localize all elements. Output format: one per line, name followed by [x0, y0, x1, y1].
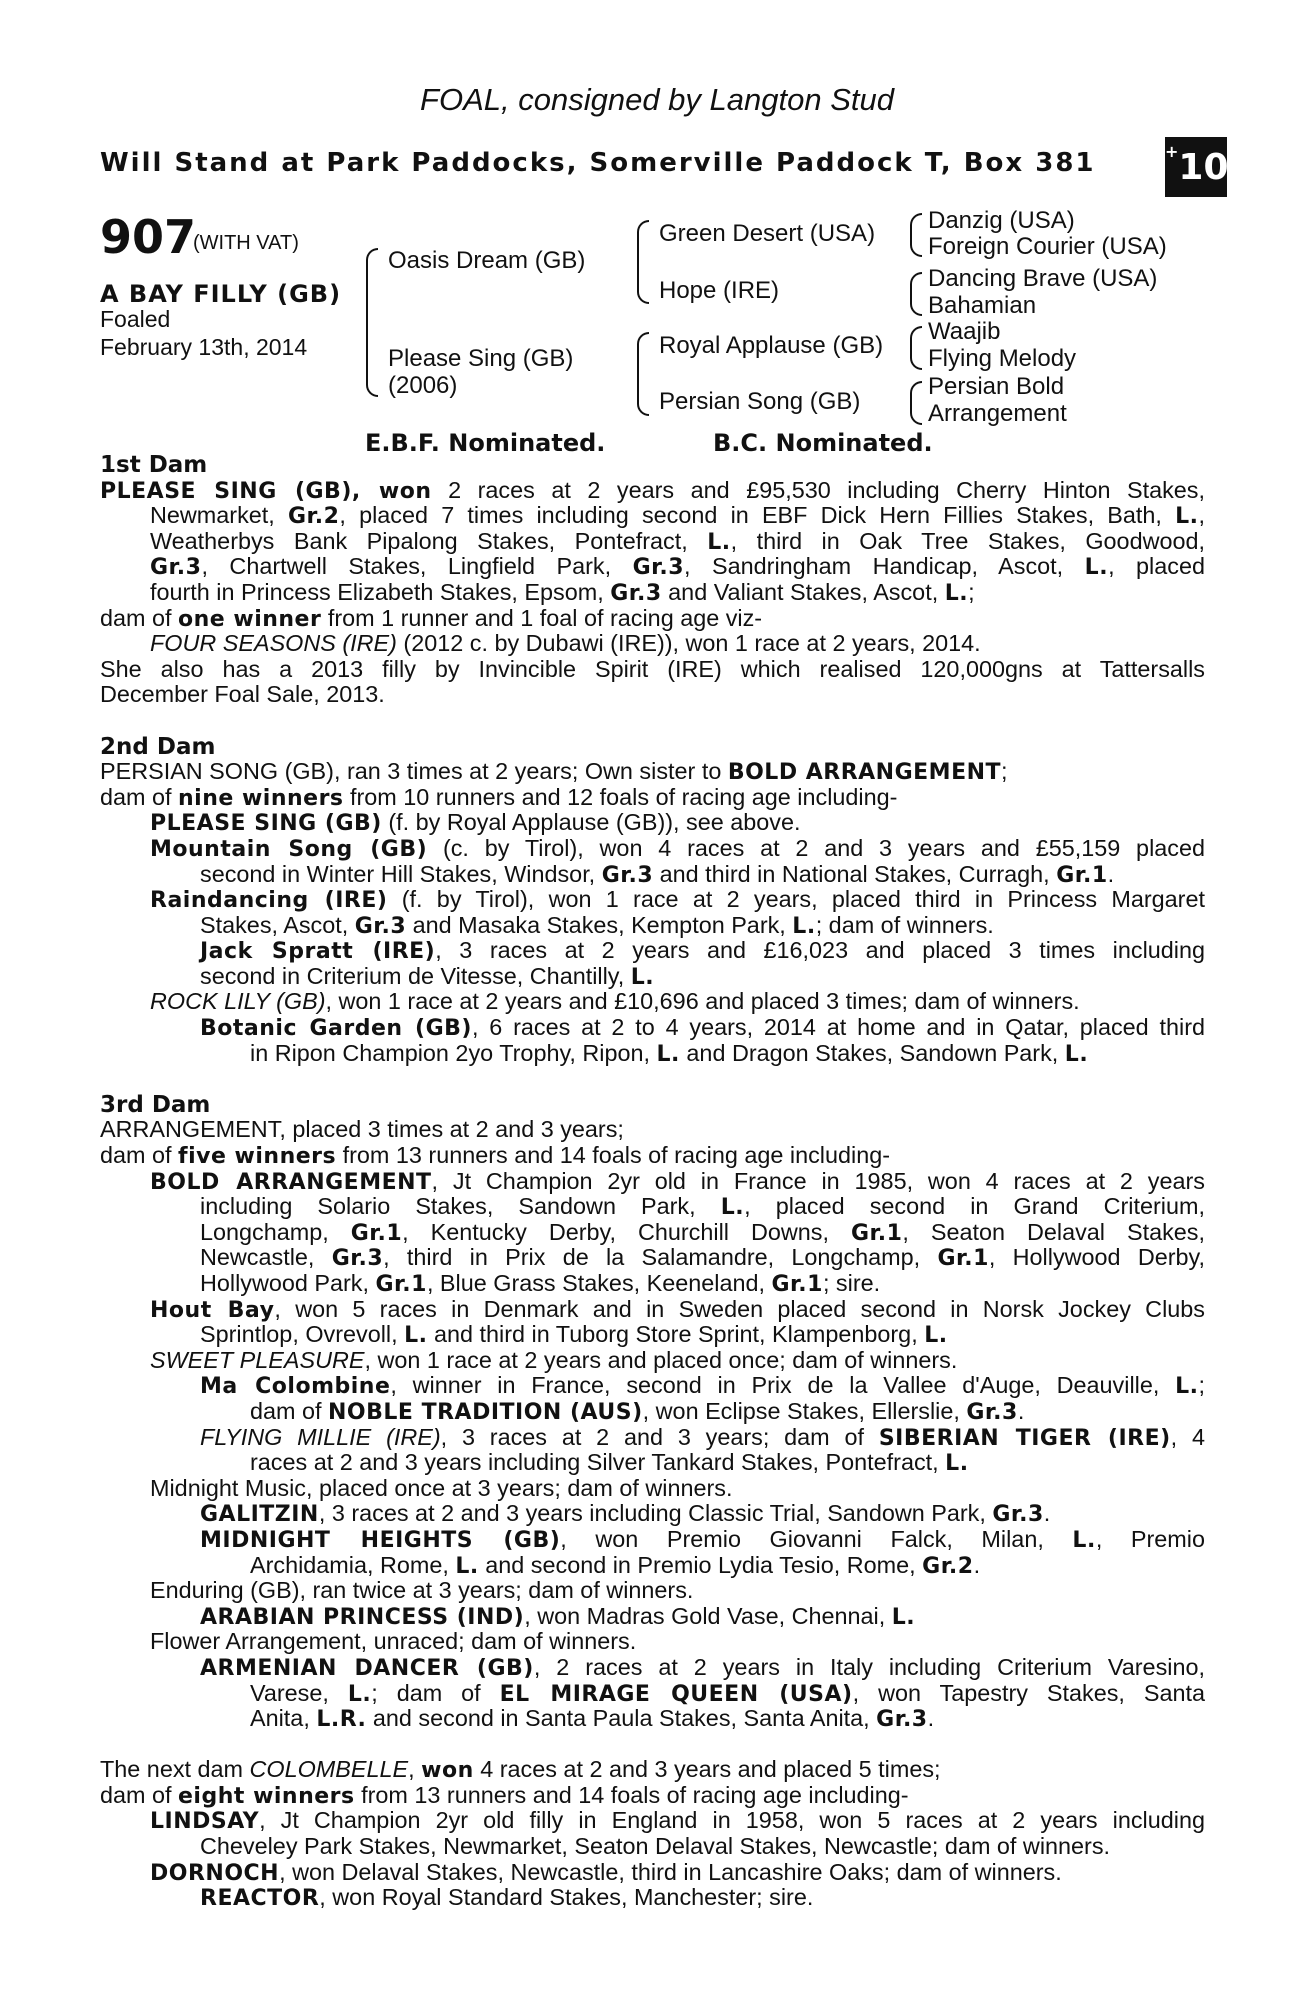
- plain-text: ;: [968, 578, 975, 605]
- plain-text: , placed 7 times including second in EBF Dick Hern Fillies Stakes, Bath,: [339, 502, 1176, 529]
- plain-text: , 2 races at 2 years in Italy including Criterium Varesino,: [533, 1653, 1205, 1680]
- plain-text: second in Winter Hill Stakes, Windsor,: [200, 860, 602, 887]
- bold-text: Raindancing (IRE): [150, 888, 388, 914]
- dam-dam-dam: Arrangement: [928, 400, 1067, 427]
- bold-text: nine winners: [178, 785, 344, 811]
- plain-text: from 13 runners and 14 foals of racing age including-: [354, 1781, 909, 1808]
- catalogue-body: [100, 452, 1205, 1911]
- plain-text: ;: [1001, 758, 1008, 785]
- plain-text: and Valiant Stakes, Ascot,: [661, 578, 945, 605]
- dam-dam: Persian Song (GB): [659, 388, 861, 415]
- section-gap: [100, 1732, 1205, 1758]
- text-line: [100, 1655, 1205, 1681]
- text-line: [100, 810, 1205, 836]
- bold-text: BOLD ARRANGEMENT: [150, 1169, 432, 1195]
- plain-text: .: [1017, 1397, 1025, 1424]
- text-line: [100, 1373, 1205, 1399]
- plain-text: and Dragon Stakes, Sandown Park,: [679, 1039, 1065, 1066]
- plain-text: and Masaka Stakes, Kempton Park,: [406, 911, 793, 938]
- plain-text: dam of: [100, 783, 179, 810]
- bold-text: Gr.3: [331, 1246, 384, 1272]
- text-line: [100, 1757, 1205, 1783]
- bold-text: GALITZIN: [200, 1502, 319, 1528]
- plain-text: , won Madras Gold Vase, Chennai,: [524, 1602, 892, 1629]
- plain-text: , won Premio Giovanni Falck, Milan,: [560, 1525, 1073, 1552]
- sire-dam-brace: [366, 248, 378, 397]
- bold-text: L.: [1064, 1041, 1089, 1067]
- text-line: [100, 1271, 1205, 1297]
- text-line: [100, 1578, 1205, 1604]
- bold-text: Botanic Garden (GB): [200, 1016, 472, 1042]
- text-line: [100, 989, 1205, 1015]
- text-line: [100, 1399, 1205, 1425]
- plain-text: , won Eclipse Stakes, Ellerslie,: [642, 1397, 967, 1424]
- foaled-label: Foaled: [100, 306, 171, 332]
- plain-text: , won 1 race at 2 years and £10,696 and placed 3 times; dam of winners.: [325, 988, 1080, 1015]
- text-line: [100, 1015, 1205, 1041]
- plain-text: , Jt Champion 2yr old in France in 1985, won 4 races at 2 years: [431, 1167, 1205, 1194]
- text-line: [100, 913, 1205, 939]
- text-line: [100, 1681, 1205, 1707]
- bold-text: L.: [1072, 1527, 1096, 1553]
- text-line: [100, 759, 1205, 785]
- plain-text: Stakes, Ascot,: [200, 911, 355, 938]
- bold-text: ARABIAN PRINCESS (IND): [200, 1604, 525, 1630]
- section-heading: [100, 452, 1205, 478]
- bold-text: NOBLE TRADITION (AUS): [328, 1399, 643, 1425]
- plain-text: , Kentucky Derby, Churchill Downs,: [402, 1218, 851, 1245]
- plain-text: , Sandringham Handicap, Ascot,: [684, 553, 1085, 580]
- bold-text: Gr.3: [610, 580, 662, 606]
- text-line: [100, 1808, 1205, 1834]
- text-line: [100, 1143, 1205, 1169]
- sire-sire: Green Desert (USA): [659, 220, 876, 247]
- plain-text: (2012 c. by Dubawi (IRE)), won 1 race at 2 years, 2014.: [396, 630, 981, 657]
- bold-text: Gr.3: [354, 913, 407, 939]
- lot-badge: [1165, 137, 1227, 197]
- section-heading: [100, 1092, 1205, 1118]
- bold-text: SIBERIAN TIGER (IRE): [878, 1425, 1171, 1451]
- plain-text: , 3 races at 2 and 3 years; dam of: [440, 1423, 879, 1450]
- bold-text: PLEASE SING (GB): [150, 811, 382, 837]
- bold-text: Hout Bay: [150, 1297, 275, 1323]
- sire-sire-sire: Danzig (USA): [928, 207, 1075, 234]
- bold-text: MIDNIGHT HEIGHTS (GB): [200, 1527, 561, 1553]
- text-line: [100, 1783, 1205, 1809]
- plain-text: , Blue Grass Stakes, Keeneland,: [426, 1270, 772, 1296]
- text-line: [100, 631, 1205, 657]
- text-line: [100, 1245, 1205, 1271]
- plain-text: , third in Oak Tree Stakes, Goodwood,: [730, 527, 1205, 554]
- text-line: [100, 682, 1205, 708]
- text-line: [100, 1450, 1205, 1476]
- bold-text: Gr.1: [350, 1220, 403, 1246]
- sire-dam-dam: Bahamian: [928, 292, 1037, 319]
- plain-text: .: [973, 1551, 981, 1578]
- text-line: [100, 1322, 1205, 1348]
- sire-dam-sire: Dancing Brave (USA): [928, 265, 1158, 292]
- text-line: [100, 785, 1205, 811]
- plain-text: She also has a 2013 filly by Invincible Spirit (IRE) which realised 120,000gns at Tattersalls: [100, 655, 1205, 682]
- plain-text: ,: [1198, 502, 1205, 529]
- dam-year: (2006): [388, 372, 458, 399]
- plain-text: from 13 runners and 14 foals of racing age including-: [336, 1142, 891, 1169]
- text-line: [100, 1527, 1205, 1553]
- plain-text: .: [1043, 1500, 1051, 1527]
- plain-text: dam of: [100, 1142, 179, 1169]
- plain-text: Longchamp,: [200, 1218, 351, 1245]
- section-gap: [100, 1066, 1205, 1092]
- text-line: [100, 657, 1205, 683]
- plain-text: , placed: [1108, 553, 1205, 580]
- text-line: [100, 1169, 1205, 1195]
- bold-text: Ma Colombine: [200, 1374, 391, 1400]
- sire-dam: Hope (IRE): [659, 277, 780, 304]
- plain-text: , Seaton Delaval Stakes,: [902, 1218, 1205, 1245]
- plain-text: Sprintlop, Ovrevoll,: [200, 1321, 405, 1348]
- plain-text: PERSIAN SONG (GB), ran 3 times at 2 years; Own sister to: [100, 758, 728, 785]
- text-line: [100, 1501, 1205, 1527]
- italic-text: COLOMBELLE: [249, 1756, 409, 1783]
- text-line: [100, 580, 1205, 606]
- plain-text: .: [1107, 860, 1115, 887]
- bold-text: Gr.1: [375, 1272, 427, 1297]
- bold-text: Gr.1: [1056, 862, 1108, 888]
- g3-brace-1: [910, 213, 922, 257]
- bold-text: L.: [944, 580, 969, 606]
- plain-text: , Chartwell Stakes, Lingfield Park,: [201, 553, 633, 580]
- bold-text: Gr.1: [937, 1246, 989, 1272]
- plain-text: , won 1 race at 2 years and placed once; dam of winners.: [364, 1346, 958, 1373]
- italic-text: ROCK LILY (GB): [150, 988, 326, 1015]
- plain-text: from 10 runners and 12 foals of racing age including-: [343, 783, 898, 810]
- plain-text: (f. by Tirol), won 1 race at 2 years, placed third in Princess Margaret: [387, 886, 1205, 913]
- plain-text: , Jt Champion 2yr old filly in England in 1958, won 5 races at 2 years including: [259, 1807, 1205, 1834]
- plain-text: from 1 runner and 1 foal of racing age viz-: [321, 604, 763, 631]
- bold-text: PLEASE SING (GB), won: [100, 478, 432, 504]
- dam-name: Please Sing (GB): [388, 345, 574, 372]
- bold-text: L.: [347, 1681, 372, 1707]
- bold-text: L.: [1084, 555, 1109, 581]
- g3-brace-4: [910, 381, 922, 425]
- bold-text: L.: [630, 964, 655, 990]
- plain-text: ; sire.: [822, 1270, 881, 1296]
- bold-text: L.: [891, 1604, 916, 1630]
- bold-text: L.: [720, 1195, 745, 1221]
- bold-text: Gr.2: [287, 504, 340, 530]
- vat-note: (WITH VAT): [193, 232, 299, 254]
- bold-text: Gr.3: [150, 555, 202, 581]
- g3-brace-3: [910, 326, 922, 370]
- plain-text: Anita,: [250, 1705, 317, 1732]
- foaled-date: February 13th, 2014: [100, 334, 308, 360]
- plain-text: Cheveley Park Stakes, Newmarket, Seaton Delaval Stakes, Newcastle; dam of winners.: [200, 1833, 1111, 1860]
- plain-text: December Foal Sale, 2013.: [100, 681, 385, 708]
- plain-text: dam of: [100, 1781, 179, 1808]
- bold-text: Gr.3: [601, 862, 654, 888]
- plain-text: in Ripon Champion 2yo Trophy, Ripon,: [250, 1039, 657, 1066]
- plain-text: , won Tapestry Stakes, Santa: [852, 1679, 1205, 1706]
- bold-text: Gr.3: [876, 1707, 928, 1733]
- stand-location: Will Stand at Park Paddocks, Somerville Paddock T, Box 381: [100, 148, 1096, 178]
- text-line: [100, 1425, 1205, 1451]
- bold-text: DORNOCH: [150, 1860, 280, 1886]
- plain-text: (c. by Tirol), won 4 races at 2 and 3 years and £55,159 placed: [427, 834, 1205, 861]
- plain-text: ; dam of: [371, 1679, 500, 1706]
- plain-text: , won Delaval Stakes, Newcastle, third in Lancashire Oaks; dam of winners.: [279, 1858, 1062, 1885]
- text-line: [100, 836, 1205, 862]
- bold-text: L.: [707, 529, 731, 555]
- text-line: [100, 1117, 1205, 1143]
- text-line: [100, 606, 1205, 632]
- italic-text: SWEET PLEASURE: [150, 1346, 365, 1373]
- dam-sire-sire: Waajib: [928, 318, 1001, 345]
- text-line: [100, 1834, 1205, 1860]
- text-line: [100, 503, 1205, 529]
- text-line: [100, 862, 1205, 888]
- consignment-title: FOAL, consigned by Langton Stud: [420, 82, 894, 117]
- dam-line-brace: [637, 332, 649, 416]
- plain-text: 2 races at 2 years and £95,530 including Cherry Hinton Stakes,: [431, 476, 1205, 503]
- bold-text: L.: [1175, 504, 1199, 530]
- bold-text: L.R.: [316, 1707, 367, 1733]
- text-line: [100, 938, 1205, 964]
- text-line: [100, 887, 1205, 913]
- bold-text: Jack Spratt (IRE): [200, 939, 436, 965]
- sire-sire-dam: Foreign Courier (USA): [928, 233, 1167, 260]
- bold-text: Gr.3: [992, 1502, 1044, 1528]
- bold-text: won: [421, 1758, 474, 1784]
- bold-text: eight winners: [178, 1783, 355, 1809]
- plain-text: , 4: [1170, 1423, 1205, 1450]
- bold-text: Gr.1: [771, 1272, 823, 1297]
- bold-text: Mountain Song (GB): [150, 836, 428, 862]
- bold-text: Gr.2: [922, 1553, 974, 1579]
- bold-text: L.: [404, 1323, 428, 1349]
- bold-text: REACTOR: [200, 1886, 320, 1912]
- text-line: [100, 529, 1205, 555]
- text-line: [100, 1604, 1205, 1630]
- italic-text: FLYING MILLIE (IRE): [200, 1423, 441, 1450]
- bold-text: ARMENIAN DANCER (GB): [200, 1655, 534, 1681]
- dam-dam-sire: Persian Bold: [928, 373, 1065, 400]
- bold-text: Gr.1: [850, 1220, 903, 1246]
- plain-text: Archidamia, Rome,: [250, 1551, 456, 1578]
- plain-text: Varese,: [250, 1679, 348, 1706]
- plain-text: (f. by Royal Applause (GB)), see above.: [381, 809, 801, 836]
- text-line: [100, 1885, 1205, 1911]
- plain-text: , 3 races at 2 years and £16,023 and placed 3 times including: [435, 937, 1206, 964]
- text-line: [100, 1553, 1205, 1579]
- plain-text: including Solario Stakes, Sandown Park,: [200, 1193, 721, 1220]
- sire-name: Oasis Dream (GB): [388, 247, 586, 274]
- plain-text: , won Royal Standard Stakes, Manchester; sire.: [319, 1884, 814, 1911]
- lot-number: 907: [100, 210, 197, 264]
- plain-text: Enduring (GB), ran twice at 3 years; dam of winners.: [150, 1577, 694, 1604]
- text-line: [100, 1629, 1205, 1655]
- plain-text: races at 2 and 3 years including Silver Tankard Stakes, Pontefract,: [250, 1449, 946, 1476]
- bc-nominated: B.C. Nominated.: [713, 429, 933, 457]
- plain-text: dam of: [250, 1397, 329, 1424]
- bold-text: Gr.3: [966, 1399, 1018, 1425]
- plain-text: ,: [408, 1756, 422, 1783]
- plain-text: , 3 races at 2 and 3 years including Classic Trial, Sandown Park,: [318, 1500, 993, 1527]
- text-line: [100, 1194, 1205, 1220]
- text-line: [100, 1041, 1205, 1067]
- dam-sire-dam: Flying Melody: [928, 345, 1077, 372]
- plain-text: Hollywood Park,: [200, 1270, 376, 1296]
- section-heading-text: 2nd Dam: [100, 733, 216, 760]
- bold-text: EL MIRAGE QUEEN (USA): [499, 1681, 853, 1707]
- bold-text: BOLD ARRANGEMENT: [727, 760, 1002, 786]
- plain-text: , winner in France, second in Prix de la Vallee d'Auge, Deauville,: [390, 1372, 1176, 1399]
- plain-text: Weatherbys Bank Pipalong Stakes, Pontefract,: [150, 527, 708, 554]
- dam-sire: Royal Applause (GB): [659, 332, 884, 359]
- badge-number: 10: [1178, 147, 1229, 188]
- plain-text: and third in National Stakes, Curragh,: [653, 860, 1057, 887]
- plain-text: second in Criterium de Vitesse, Chantilly,: [200, 962, 631, 989]
- plain-text: , 6 races at 2 to 4 years, 2014 at home and in Qatar, placed third: [471, 1014, 1206, 1041]
- plain-text: , placed second in Grand Criterium,: [744, 1193, 1205, 1220]
- g3-brace-2: [910, 272, 922, 316]
- bold-text: L.: [945, 1451, 969, 1477]
- section-heading-text: 1st Dam: [100, 452, 208, 478]
- bold-text: L.: [455, 1553, 479, 1579]
- bold-text: L.: [656, 1041, 680, 1067]
- plain-text: .: [927, 1705, 935, 1732]
- plain-text: Midnight Music, placed once at 3 years; dam of winners.: [150, 1474, 733, 1501]
- bold-text: one winner: [178, 606, 322, 632]
- bold-text: L.: [792, 913, 816, 939]
- plain-text: ; dam of winners.: [815, 911, 994, 938]
- bold-text: LINDSAY: [150, 1809, 260, 1835]
- section-heading-text: 3rd Dam: [100, 1091, 211, 1118]
- text-line: [100, 1348, 1205, 1374]
- plain-text: and third in Tuborg Store Sprint, Klampenborg,: [427, 1321, 925, 1348]
- text-line: [100, 1860, 1205, 1886]
- badge-plus-icon: +: [1165, 142, 1179, 161]
- text-line: [100, 1476, 1205, 1502]
- plain-text: , Premio: [1095, 1525, 1205, 1552]
- plain-text: fourth in Princess Elizabeth Stakes, Epsom,: [150, 578, 611, 605]
- plain-text: Flower Arrangement, unraced; dam of winners.: [150, 1628, 637, 1655]
- text-line: [100, 1297, 1205, 1323]
- plain-text: and second in Santa Paula Stakes, Santa Anita,: [366, 1705, 877, 1732]
- plain-text: dam of: [100, 604, 179, 631]
- text-line: [100, 1220, 1205, 1246]
- text-line: [100, 478, 1205, 504]
- plain-text: , Hollywood Derby,: [988, 1244, 1205, 1271]
- plain-text: The next dam: [100, 1756, 250, 1783]
- section-gap: [100, 708, 1205, 734]
- bold-text: L.: [924, 1323, 948, 1349]
- plain-text: and second in Premio Lydia Tesio, Rome,: [478, 1551, 923, 1578]
- bold-text: Gr.3: [632, 555, 685, 581]
- text-line: [100, 964, 1205, 990]
- section-heading: [100, 734, 1205, 760]
- plain-text: , third in Prix de la Salamandre, Longchamp,: [383, 1244, 938, 1271]
- plain-text: ;: [1198, 1372, 1206, 1399]
- italic-text: FOUR SEASONS (IRE): [150, 630, 397, 657]
- text-line: [100, 1706, 1205, 1732]
- ebf-nominated: E.B.F. Nominated.: [365, 429, 606, 457]
- text-line: [100, 554, 1205, 580]
- bold-text: L.: [1175, 1374, 1199, 1400]
- plain-text: ARRANGEMENT, placed 3 times at 2 and 3 years;: [100, 1116, 624, 1143]
- horse-description: A BAY FILLY (GB): [100, 280, 342, 308]
- plain-text: Newcastle,: [200, 1244, 332, 1271]
- plain-text: Newmarket,: [150, 502, 288, 529]
- plain-text: 4 races at 2 and 3 years and placed 5 times;: [473, 1756, 941, 1783]
- sire-line-brace: [637, 220, 649, 304]
- bold-text: five winners: [178, 1144, 337, 1170]
- plain-text: , won 5 races in Denmark and in Sweden placed second in Norsk Jockey Clubs: [274, 1295, 1205, 1322]
